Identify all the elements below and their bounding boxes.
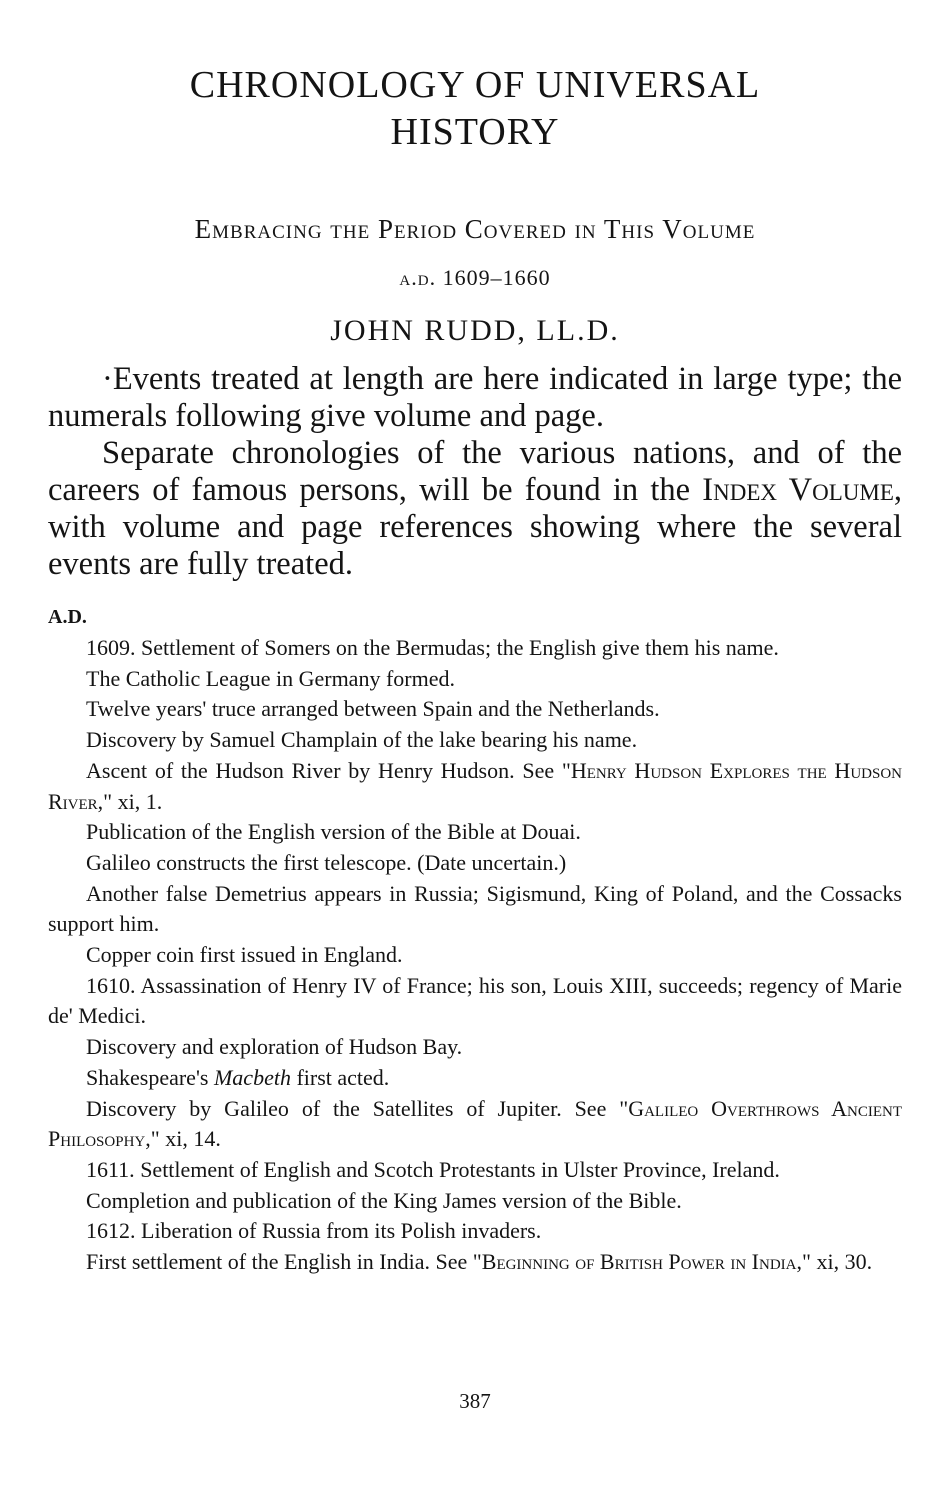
- entry-text: Settlement of English and Scotch Protestants in Ulster Province, Ireland.: [134, 1156, 780, 1182]
- chronology-entry: [48, 1155, 902, 1186]
- chronology-entry: Discovery and exploration of Hudson Bay.: [86, 1034, 463, 1060]
- intro-p2-text: Separate chronologies of the various nations, and of the careers of famous persons, will be found in the: [48, 435, 902, 508]
- chronology-entry: Completion and publication of the King James version of the Bible.: [86, 1187, 682, 1213]
- chronology-entry: [48, 1216, 902, 1247]
- entry-volume-page: ," xi, 1.: [97, 788, 163, 814]
- entry-year: 1609.: [86, 635, 136, 660]
- entry-text: Assassination of Henry IV of France; his son, Louis XIII, succeeds; regency of Marie de' Medici.: [48, 972, 902, 1029]
- intro-p2-text-end: , with volume and page references showing where the several events are fully treated.: [48, 472, 903, 582]
- page-number: 387: [459, 1389, 491, 1413]
- entry-text: Ascent of the Hudson River by Henry Hudson. See ": [86, 757, 571, 783]
- chronology-entry: Discovery by Samuel Champlain of the lake bearing his name.: [86, 727, 638, 753]
- chronology-entry: [48, 1063, 902, 1094]
- entry-text: First settlement of the English in India. See ": [86, 1249, 482, 1275]
- index-volume-ref: Index Volume: [702, 472, 894, 508]
- cross-reference: Henry Hudson Explores the Hudson River: [48, 757, 902, 814]
- chronology-entry: The Catholic League in Germany formed.: [86, 665, 455, 691]
- cross-reference: Beginning of British Power in India: [481, 1249, 797, 1275]
- era-label: A.D.: [48, 606, 87, 628]
- entry-text: Discovery by Galileo of the Satellites of Jupiter. See ": [86, 1095, 629, 1121]
- entry-text: Shakespeare's: [86, 1064, 214, 1090]
- page-subtitle: Embracing the Period Covered in This Volume: [194, 214, 756, 244]
- chronology-entry: Copper coin first issued in England.: [86, 942, 403, 968]
- date-range: a.d. 1609–1660: [399, 265, 551, 290]
- chronology-entry: [48, 1247, 902, 1278]
- author-name: JOHN RUDD, LL.D.: [330, 314, 620, 347]
- entry-volume-page: ," xi, 14.: [145, 1126, 221, 1152]
- chronology-entry: Publication of the English version of the Bible at Douai.: [86, 819, 581, 845]
- chronology-entry: Galileo constructs the first telescope. (Date uncertain.): [86, 849, 567, 875]
- entry-year: 1611.: [86, 1156, 135, 1182]
- chronology-entry: [48, 633, 902, 664]
- chronology-entry: [48, 1094, 902, 1155]
- cross-reference: Galileo Overthrows Ancient Philosophy: [48, 1095, 902, 1152]
- play-title: Macbeth: [213, 1064, 291, 1090]
- entry-volume-page: ," xi, 30.: [796, 1249, 873, 1275]
- entry-text-end: first acted.: [290, 1064, 390, 1090]
- intro-paragraph-2: [48, 435, 902, 583]
- entry-text: Liberation of Russia from its Polish invaders.: [135, 1218, 542, 1244]
- document-page: [48, 62, 902, 1278]
- entry-year: 1612.: [86, 1218, 136, 1244]
- chronology-entry: Another false Demetrius appears in Russia; Sigismund, King of Poland, and the Cossacks support him.: [48, 880, 902, 937]
- title-line-2: HISTORY: [390, 111, 560, 153]
- chronology-entry: [48, 756, 902, 817]
- entry-year: 1610.: [86, 972, 136, 998]
- page-title: [48, 62, 902, 156]
- chronology-entry: [48, 971, 902, 1032]
- entry-text: Settlement of Somers on the Bermudas; the English give them his name.: [135, 635, 779, 660]
- title-line-1: CHRONOLOGY OF UNIVERSAL: [189, 64, 761, 106]
- chronology-list: [48, 633, 902, 1278]
- intro-paragraph-1: ·Events treated at length are here indicated in large type; the numerals following give volume and page.: [48, 361, 902, 434]
- chronology-entry: Twelve years' truce arranged between Spain and the Netherlands.: [86, 696, 660, 722]
